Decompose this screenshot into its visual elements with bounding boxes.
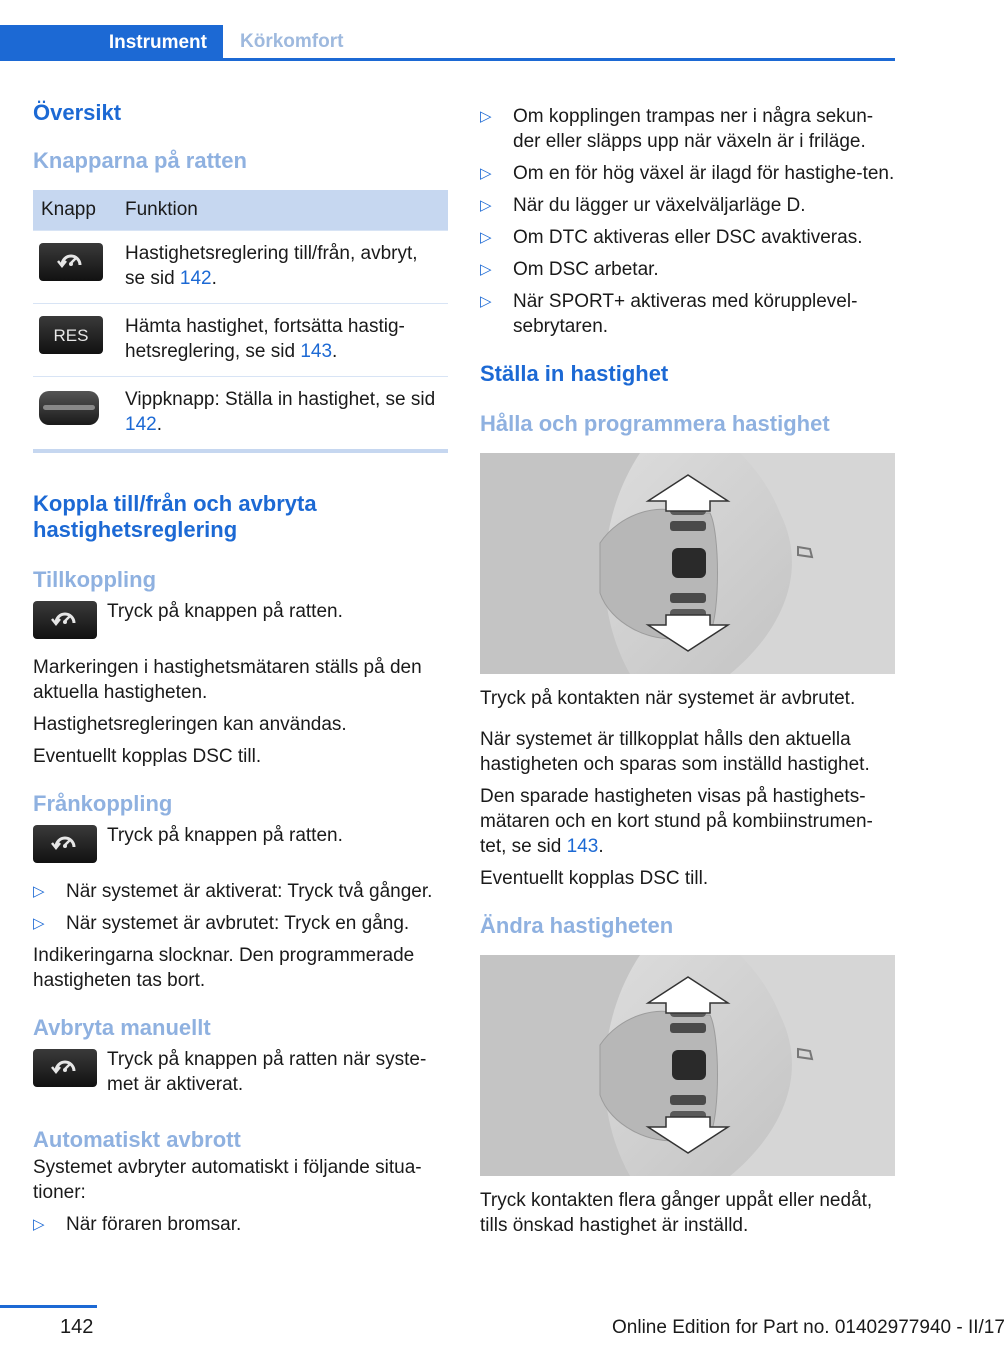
triangle-bullet-icon: ▷ xyxy=(33,883,45,900)
cruise-control-icon xyxy=(33,1049,97,1087)
list-item: ▷ När systemet är avbrutet: Tryck en gång. xyxy=(33,913,410,934)
list-item: ▷ Om en för hög växel är ilagd för hastighe-ten. xyxy=(480,163,895,184)
change-p1: Tryck kontakten flera gånger uppåt eller nedåt, tills önskad hastighet är inställd. xyxy=(480,1190,873,1236)
rocker-switch-icon xyxy=(39,391,99,425)
activation-p3: Eventuellt kopplas DSC till. xyxy=(33,746,262,767)
list-item: ▷ När systemet är aktiverat: Tryck två gånger. xyxy=(33,881,433,902)
deactivation-press: Tryck på knappen på ratten. xyxy=(107,825,343,846)
steering-wheel-photo xyxy=(480,955,895,1176)
left-column xyxy=(33,100,448,1244)
table-header-row xyxy=(33,190,448,231)
edition-note: Online Edition for Part no. 01402977940 - II/17 xyxy=(612,1317,1005,1338)
header-rule xyxy=(0,58,895,61)
cruise-control-icon xyxy=(39,243,103,281)
manual-title: Avbryta manuellt xyxy=(33,1015,211,1040)
cruise-control-icon xyxy=(33,601,97,639)
list-item: ▷ Om DSC arbetar. xyxy=(480,259,659,280)
chapter-tabs xyxy=(0,25,895,61)
hold-p3: Den sparade hastigheten visas på hastighets-mätaren och en kort stund på kombiinstrumen-tet, se sid 143. xyxy=(480,786,873,857)
list-item: ▷ Om kopplingen trampas ner i några sekun-der eller släpps upp när växeln är i friläge. xyxy=(480,106,874,152)
hold-p1: Tryck på kontakten när systemet är avbrutet. xyxy=(480,688,856,709)
change-title: Ändra hastigheten xyxy=(480,913,674,938)
deactivation-title: Frånkoppling xyxy=(33,791,173,816)
triangle-bullet-icon: ▷ xyxy=(480,197,492,214)
buttons-table xyxy=(33,190,448,453)
table-row xyxy=(33,231,448,304)
steering-wheel-photo xyxy=(480,453,895,674)
table-header-key: Knapp xyxy=(33,190,117,231)
cruise-control-icon xyxy=(33,825,97,863)
triangle-bullet-icon: ▷ xyxy=(480,293,492,310)
triangle-bullet-icon: ▷ xyxy=(480,261,492,278)
page-link[interactable]: 142 xyxy=(179,268,212,289)
triangle-bullet-icon: ▷ xyxy=(33,1216,45,1233)
auto-p1: Systemet avbryter automatiskt i följande situa-tioner: xyxy=(33,1157,422,1203)
list-item: ▷ När du lägger ur växelväljarläge D. xyxy=(480,195,806,216)
table-cell-function: Vippknapp: Ställa in hastighet, se sid 142. xyxy=(117,377,448,452)
activation-p1: Markeringen i hastighetsmätaren ställs på den aktuella hastigheten. xyxy=(33,657,422,703)
manual-press: Tryck på knappen på ratten när syste-met är aktiverat. xyxy=(107,1049,427,1095)
table-cell-function: Hastighetsreglering till/från, avbryt, se sid 142. xyxy=(117,231,448,304)
page-link[interactable]: 143 xyxy=(300,341,333,362)
triangle-bullet-icon: ▷ xyxy=(33,915,45,932)
auto-list xyxy=(33,1212,448,1237)
deactivation-p1: Indikeringarna slocknar. Den programmerade hastigheten tas bort. xyxy=(33,945,415,991)
hold-title: Hålla och programmera hastighet xyxy=(480,411,830,436)
deactivation-list xyxy=(33,879,448,936)
list-item: ▷ Om DTC aktiveras eller DSC avaktiveras. xyxy=(480,227,863,248)
right-column xyxy=(480,104,895,1245)
table-row xyxy=(33,304,448,377)
set-speed-title: Ställa in hastighet xyxy=(480,361,669,386)
overview-title: Översikt xyxy=(33,100,122,125)
footer-rule xyxy=(0,1305,97,1308)
tab-korkomfort[interactable]: Körkomfort xyxy=(240,30,344,52)
auto-title: Automatiskt avbrott xyxy=(33,1127,241,1152)
auto-list-continued xyxy=(480,104,895,339)
page-link[interactable]: 142 xyxy=(125,414,157,435)
buttons-title: Knapparna på ratten xyxy=(33,148,247,173)
activation-p2: Hastighetsregleringen kan användas. xyxy=(33,714,347,735)
table-header-function: Funktion xyxy=(117,190,448,231)
triangle-bullet-icon: ▷ xyxy=(480,108,492,125)
activation-press: Tryck på knappen på ratten. xyxy=(107,601,343,622)
list-item: ▷ När föraren bromsar. xyxy=(33,1214,242,1235)
triangle-bullet-icon: ▷ xyxy=(480,165,492,182)
hold-p4: Eventuellt kopplas DSC till. xyxy=(480,868,709,889)
list-item: ▷ När SPORT+ aktiveras med körupplevel-sebrytaren. xyxy=(480,291,858,337)
section-title: Koppla till/från och avbryta hastighetsreglering xyxy=(33,491,317,542)
table-row xyxy=(33,377,448,452)
page-number: 142 xyxy=(60,1316,94,1338)
activation-title: Tillkoppling xyxy=(33,567,157,592)
res-button-icon: RES xyxy=(39,316,103,354)
table-cell-function: Hämta hastighet, fortsätta hastig-hetsreglering, se sid 143. xyxy=(117,304,448,377)
tab-instrument[interactable]: Instrument xyxy=(0,25,223,61)
triangle-bullet-icon: ▷ xyxy=(480,229,492,246)
page-link[interactable]: 143 xyxy=(566,836,599,857)
hold-p2: När systemet är tillkopplat hålls den aktuella hastigheten och sparas som inställd hastighet. xyxy=(480,729,870,775)
